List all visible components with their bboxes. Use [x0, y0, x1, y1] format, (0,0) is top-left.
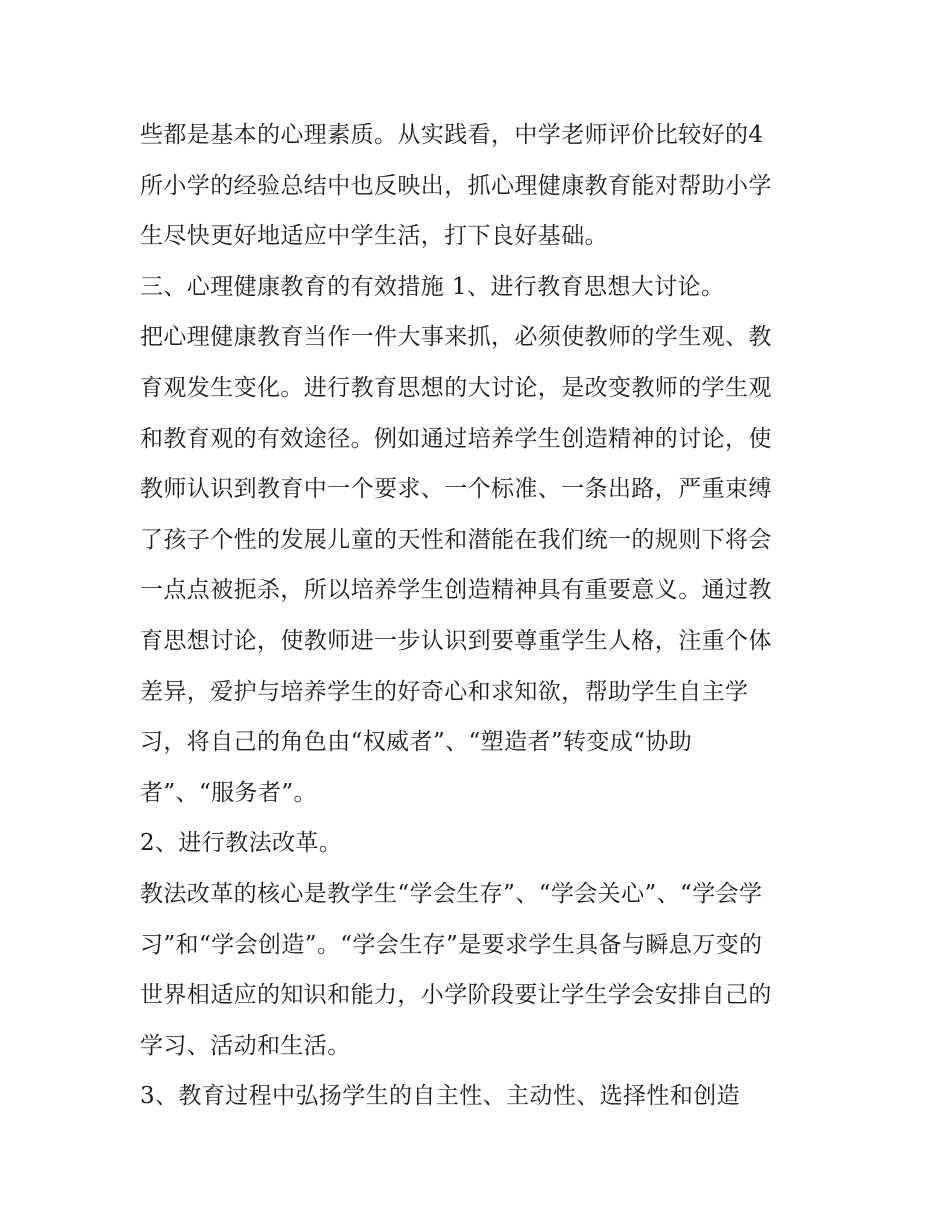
text-line: 育观发生变化。进行教育思想的大讨论，是改变教师的学生观 [140, 374, 772, 401]
document-body [140, 110, 820, 1122]
text-line: 和教育观的有效途径。例如通过培养学生创造精神的讨论，使 [140, 425, 772, 452]
subsection-heading: 3、教育过程中弘扬学生的自主性、主动性、选择性和创造 [140, 1083, 741, 1110]
text-line: 所小学的经验总结中也反映出，抓心理健康教育能对帮助小学 [140, 172, 772, 199]
text-line: 生尽快更好地适应中学生活，打下良好基础。 [140, 223, 608, 250]
text-line: 学习、活动和生活。 [140, 1032, 351, 1059]
section-heading: 三、心理健康教育的有效措施 1、进行教育思想大讨论。 [140, 273, 725, 300]
text-line: 习”和“学会创造”。“学会生存”是要求学生具备与瞬息万变的 [140, 931, 763, 958]
text-line: 育思想讨论，使教师进一步认识到要尊重学生人格，注重个体 [140, 627, 772, 654]
text-line: 把心理健康教育当作一件大事来抓，必须使教师的学生观、教 [140, 324, 772, 351]
text-line: 差异，爱护与培养学生的好奇心和求知欲，帮助学生自主学 [140, 678, 749, 705]
text-line: 世界相适应的知识和能力，小学阶段要让学生学会安排自己的 [140, 982, 772, 1009]
text-line: 习，将自己的角色由“权威者”、“塑造者”转变成“协助 [140, 729, 693, 756]
text-line: 教师认识到教育中一个要求、一个标准、一条出路，严重束缚 [140, 476, 772, 503]
text-line: 教法改革的核心是教学生“学会生存”、“学会关心”、“学会学 [140, 880, 763, 907]
subsection-heading: 2、进行教法改革。 [140, 830, 343, 857]
text-line: 者”、“服务者”。 [140, 779, 317, 806]
text-line: 一点点被扼杀，所以培养学生创造精神具有重要意义。通过教 [140, 577, 772, 604]
text-line: 些都是基本的心理素质。从实践看，中学老师评价比较好的4 [140, 122, 764, 148]
text-line: 了孩子个性的发展儿童的天性和潜能在我们统一的规则下将会 [140, 526, 772, 553]
